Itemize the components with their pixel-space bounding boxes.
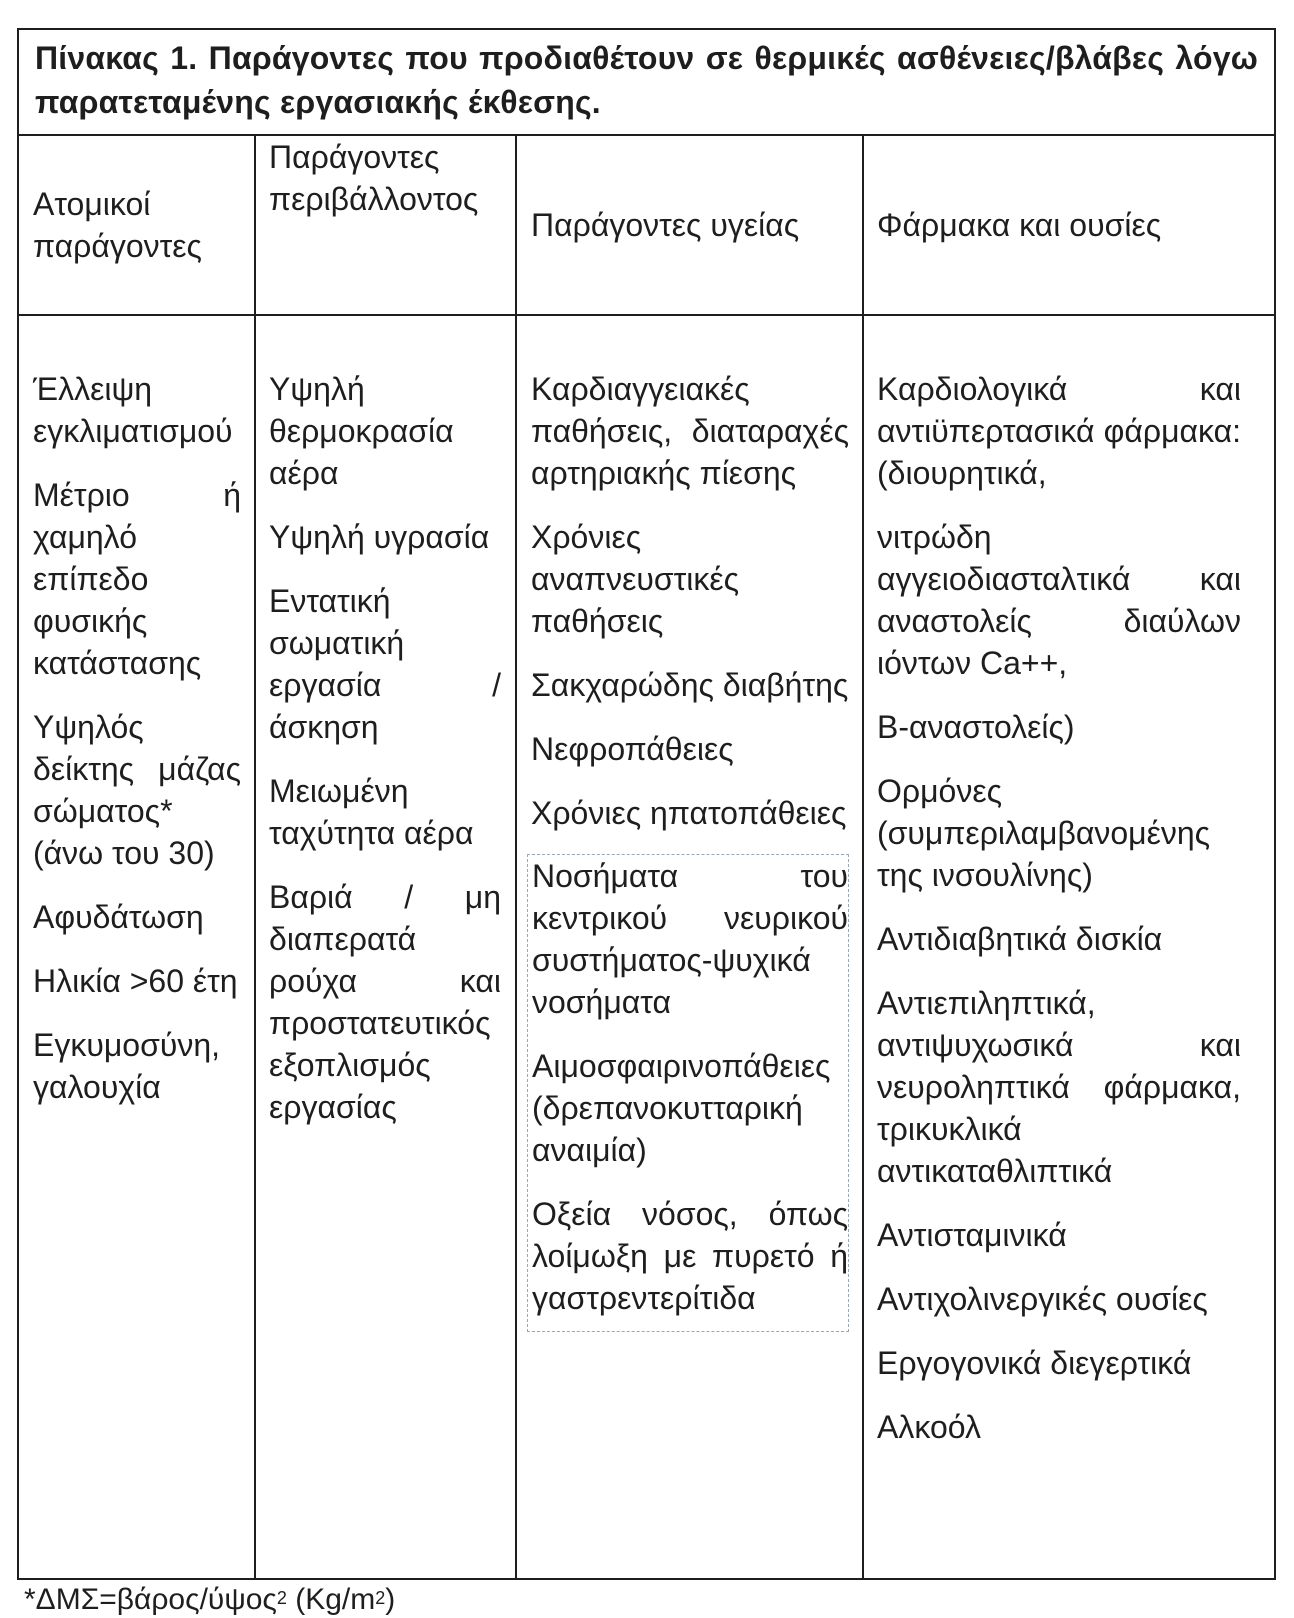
list-item: Έλλειψη εγκλιματισμού xyxy=(33,371,233,449)
list-item: Αφυδάτωση xyxy=(33,899,204,935)
superscript: 2 xyxy=(276,1588,287,1608)
list-item: νιτρώδη αγγειοδιασταλτικά και αναστολείς διαύλων ιόντων Ca++, xyxy=(877,519,1241,681)
column-divider xyxy=(254,136,256,1578)
list-item: Μέτριο ή χαμηλό επίπεδο φυσικής κατάστασης xyxy=(33,477,241,681)
list-item: Καρδιαγγειακές παθήσεις, διαταραχές αρτηριακής πίεσης xyxy=(531,371,849,491)
footnote-text: *ΔΜΣ=βάρος/ύψος xyxy=(24,1583,277,1616)
list-item: Υψηλή υγρασία xyxy=(269,519,490,555)
superscript: 2 xyxy=(375,1588,386,1608)
list-item: Αντιχολινεργικές ουσίες xyxy=(877,1281,1208,1317)
list-item: Ηλικία >60 έτη xyxy=(33,963,238,999)
list-item: Ορμόνες (συμπεριλαμβανομένης της ινσουλίνης) xyxy=(877,773,1211,893)
list-item: Χρόνιες αναπνευστικές παθήσεις xyxy=(531,519,740,639)
table xyxy=(17,28,1276,1580)
footnote xyxy=(24,1582,395,1618)
header-health: Παράγοντες υγείας xyxy=(531,207,800,243)
list-item: Νεφροπάθειες xyxy=(531,731,734,767)
list-item: Σακχαρώδης διαβήτης xyxy=(531,667,849,703)
list-item: Υψηλός δείκτης μάζας σώματος* (άνω του 30) xyxy=(33,709,241,871)
header-environment: Παράγοντες περιβάλλοντος xyxy=(269,139,479,217)
list-item: Αιμοσφαιρινοπάθειες (δρεπανοκυτταρική αναιμία) xyxy=(532,1048,831,1168)
list-item: Βαριά / μη διαπερατά ρούχα και προστατευτικός εξοπλισμός εργασίας xyxy=(269,879,501,1125)
list-item: Μειωμένη ταχύτητα αέρα xyxy=(269,773,474,851)
column-environment xyxy=(269,316,501,1578)
list-item: Εντατική σωματική εργασία / άσκηση xyxy=(269,583,501,745)
list-item: Χρόνιες ηπατοπάθειες xyxy=(531,795,847,831)
list-item: Β-αναστολείς) xyxy=(877,709,1075,745)
footnote-text: (Kg/m xyxy=(286,1583,376,1616)
list-item: Αλκοόλ xyxy=(877,1409,981,1445)
list-item: Οξεία νόσος, όπως λοίμωξη με πυρετό ή γαστρεντερίτιδα xyxy=(532,1196,848,1316)
header-drugs: Φάρμακα και ουσίες xyxy=(877,207,1162,243)
column-divider xyxy=(515,136,517,1578)
column-divider xyxy=(862,136,864,1578)
list-item: Υψηλή θερμοκρασία αέρα xyxy=(269,371,454,491)
header-individual: Ατομικοί παράγοντες xyxy=(33,186,202,264)
table-title: Πίνακας 1. Παράγοντες που προδιαθέτουν σε θερμικές ασθένειες/βλάβες λόγω παρατεταμένης εργασιακής έκθεσης. xyxy=(19,30,1274,136)
column-individual xyxy=(33,316,241,1578)
list-item: Εγκυμοσύνη, γαλουχία xyxy=(33,1027,221,1105)
list-item: Αντιδιαβητικά δισκία xyxy=(877,921,1163,957)
list-item: Αντιεπιληπτικά, αντιψυχωσικά και νευροληπτικά φάρμακα, τρικυκλικά αντικαταθλιπτικά xyxy=(877,985,1241,1189)
list-item: Αντισταμινικά xyxy=(877,1217,1067,1253)
column-drugs xyxy=(877,316,1241,1578)
list-item: Νοσήματα του κεντρικού νευρικού συστήματος-ψυχικά νοσήματα xyxy=(532,858,848,1020)
bordered-list-group xyxy=(527,854,849,1332)
list-item: Καρδιολογικά και αντιϋπερτασικά φάρμακα: (διουρητικά, xyxy=(877,371,1241,491)
list-item: Εργογονικά διεγερτικά xyxy=(877,1345,1192,1381)
column-health xyxy=(531,316,849,1578)
footnote-text: ) xyxy=(385,1583,396,1616)
